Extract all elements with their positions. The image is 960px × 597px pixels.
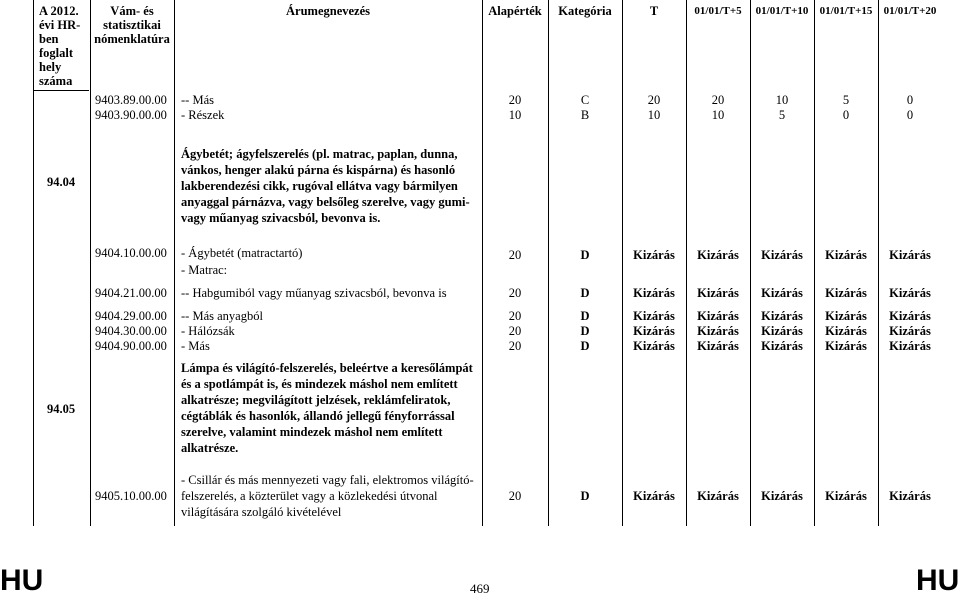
header-t: T bbox=[649, 4, 659, 18]
rule-v bbox=[174, 0, 175, 526]
hs-heading-number: 94.05 bbox=[47, 402, 76, 416]
footer-lang-right: HU bbox=[916, 564, 960, 597]
header-cat: Kategória bbox=[558, 4, 612, 18]
rule-v bbox=[548, 0, 549, 526]
header-code: Vám- és statisztikai nómenklatúra bbox=[94, 4, 170, 46]
rule-v bbox=[622, 0, 623, 526]
hs-heading-number: 94.04 bbox=[47, 175, 76, 189]
header-t20: 01/01/T+20 bbox=[883, 5, 937, 17]
rule-v bbox=[750, 0, 751, 526]
header-t10: 01/01/T+10 bbox=[755, 5, 809, 17]
header-year: A 2012. évi HR- ben foglalt hely száma bbox=[39, 4, 81, 88]
rule-h bbox=[33, 90, 89, 91]
hs-heading-text: Lámpa és világító-felszerelés, beleértve a keresőlámpát és a spotlámpát is, és mindezek máshol nem említett alkatrésze; megvilágított jelzések, reklámfeliratok, cégtáblák és hasonlók, állandó jellegű fényforrással szerelve, valamint mindezek máshol nem említett alkatrésze. bbox=[181, 361, 473, 455]
header-t5: 01/01/T+5 bbox=[694, 5, 742, 17]
rule-v bbox=[482, 0, 483, 526]
hs-heading-text: Ágybetét; ágyfelszerelés (pl. matrac, paplan, dunna, vánkos, henger alakú párna és kispárna) és hasonló lakberendezési cikk, rugóval ellátva vagy bármilyen anyaggal párnázva, vagy belsőleg szerelve, vagy gumi- vagy műanyag szivacsból, bevonva is. bbox=[181, 147, 470, 225]
rule-v bbox=[686, 0, 687, 526]
header-base: Alapérték bbox=[488, 4, 542, 18]
header-desc: Árumegnevezés bbox=[286, 4, 370, 18]
footer-lang-left: HU bbox=[0, 564, 44, 597]
header-t15: 01/01/T+15 bbox=[819, 5, 873, 17]
rule-v bbox=[814, 0, 815, 526]
row-desc: - Csillár és más mennyezeti vagy fali, elektromos világító- felszerelés, a közterület vagy a közlekedési útvonal világítására szolgáló kivételével bbox=[181, 473, 474, 519]
page-number: 469 bbox=[470, 581, 490, 596]
rule-v bbox=[878, 0, 879, 526]
